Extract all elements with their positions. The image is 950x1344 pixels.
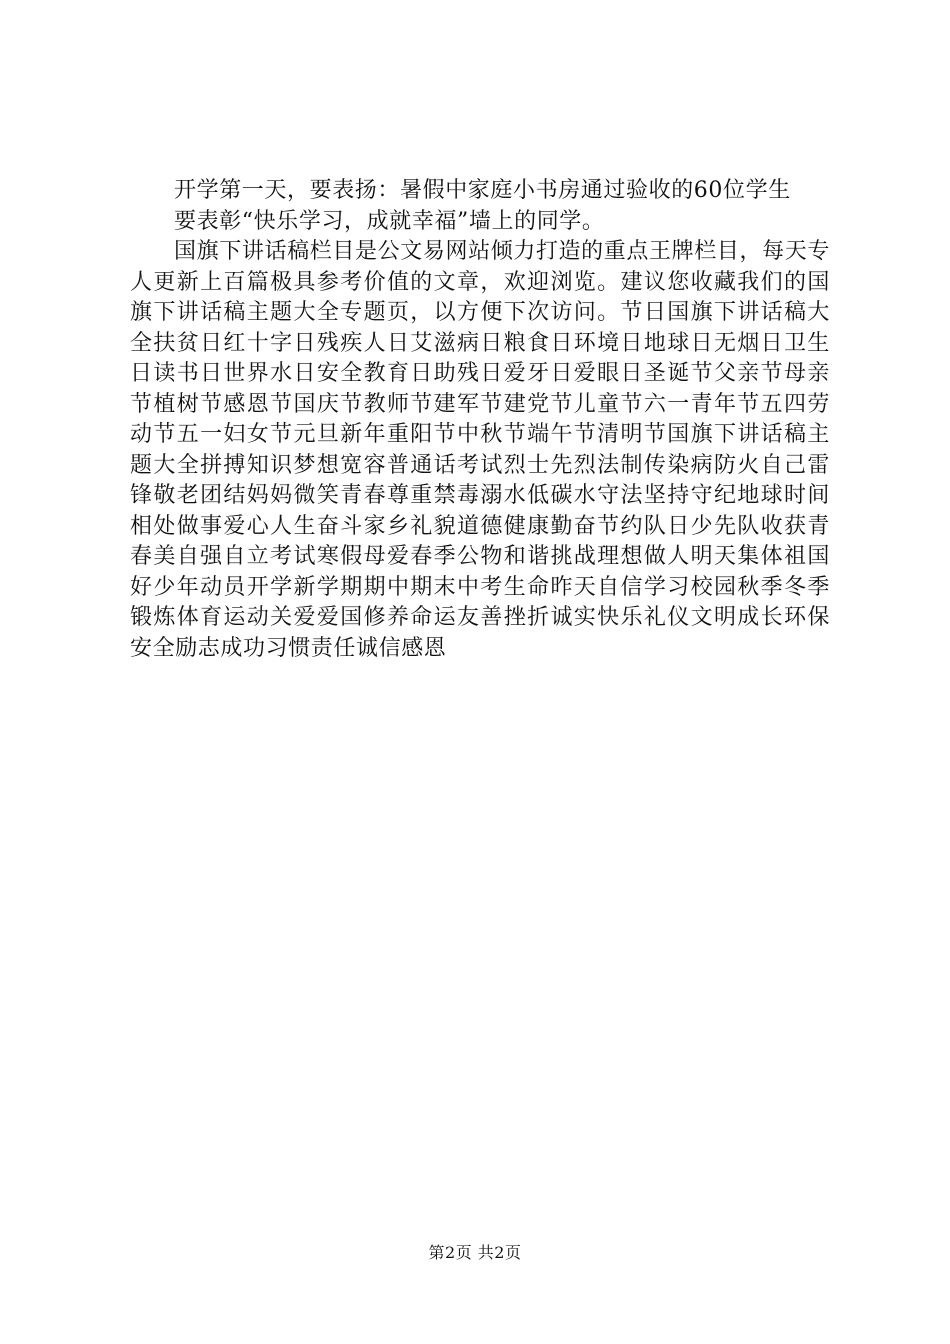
paragraph-column-intro: 国旗下讲话稿栏目是公文易网站倾力打造的重点王牌栏目，每天专人更新上百篇极具参考价值的文章，欢迎浏览。建议您收藏我们的国旗下讲话稿主题大全专题页，以方便下次访问。节日国旗下讲话稿大全扶贫日红十字日残疾人日艾滋病日粮食日环境日地球日无烟日卫生日读书日世界水日安全教育日助残日爱牙日爱眼日圣诞节父亲节母亲节植树节感恩节国庆节教师节建军节建党节儿童节六一青年节五四劳动节五一妇女节元旦新年重阳节中秋节端午节清明节国旗下讲话稿主题大全拼搏知识梦想宽容普通话考试烈士先烈法制传染病防火自己雷锋敬老团结妈妈微笑青春尊重禁毒溺水低碳水守法坚持守纪地球时间相处做事爱心人生奋斗家乡礼貌道德健康勤奋节约队日少先队收获青春美自强自立考试寒假母爱春季公物和谐挑战理想做人明天集体祖国好少年动员开学新学期期中期末中考生命昨天自信学习校园秋季冬季锻炼体育运动关爱爱国修养命运友善挫折诚实快乐礼仪文明成长环保安全励志成功习惯责任诚信感恩 — [130, 239, 830, 661]
paragraph-opening-day: 开学第一天，要表扬：暑假中家庭小书房通过验收的60位学生 — [174, 178, 791, 203]
page-footer: 第2页 共2页 — [428, 1243, 522, 1262]
document-body — [130, 176, 830, 664]
paragraph-commendation: 要表彰“快乐学习，成就幸福”墙上的同学。 — [174, 208, 605, 234]
